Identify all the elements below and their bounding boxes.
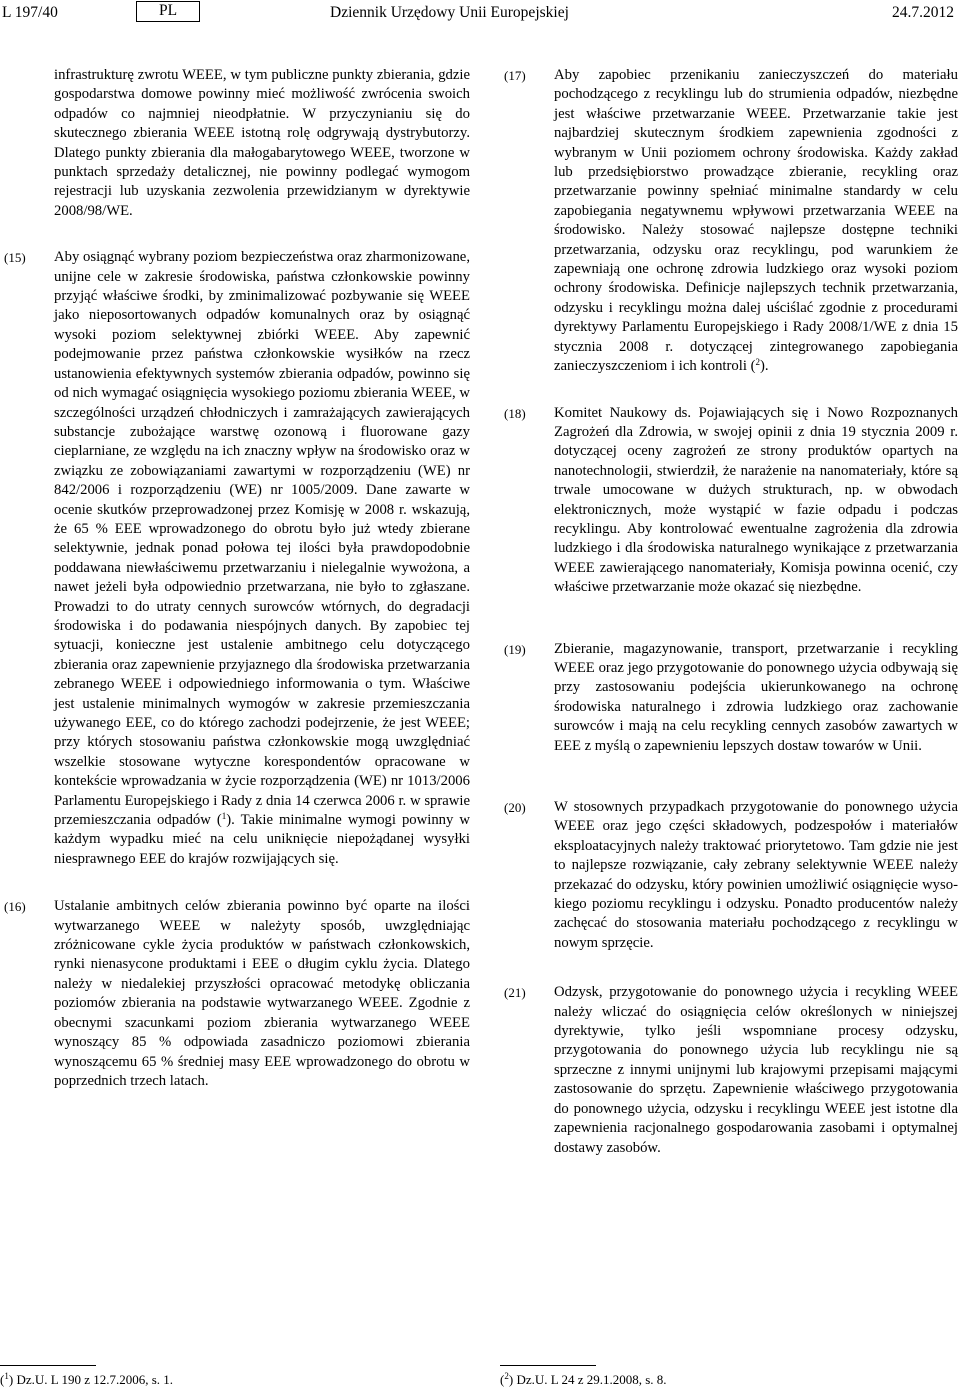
footnote-mark: 2 bbox=[504, 1371, 509, 1381]
footnote-ref: 2 bbox=[755, 357, 760, 368]
recital-19 bbox=[500, 640, 958, 756]
recital-text: Ustalanie ambitnych celów zbierania powinno być oparte na ilości wytwarzanego WEEE w należyty sposób, uwzględniając zróżnicowane cykle życia produktów w państwach członkowskich, rynki nienasycone produktami i EEE o długim cyklu życia. Dlatego należy w niedalekiej przyszłości opracować metodykę obliczania poziomów zbierania na podstawie wytwarzanego WEEE. Zgodnie z obecnymi szacunkami poziom zbierania wytwarzanego WEEE wynoszący 85 % odpowiada zasadniczo poziomowi zbierania wynoszącemu 65 % średniej masy EEE wprowadzonego do obrotu w poprzednich trzech latach. bbox=[54, 898, 470, 1089]
recital-text-part: Aby zapobiec przenikaniu zanieczyszczeń do materiału pochodzącego z recyklingu lub do strumienia odpadów, niezbędne jest właściwe przetwarzanie WEEE. Przetwarzanie takie jest najbardziej skutecznym środkiem zapewnienia zgodności z wybranym w Unii poziomem ochrony środowiska. Każdy zakład lub przedsiębiorstwo prowadzące zbieranie, recykling oraz przetwarzanie powinny spełniać minimalne standardy w celu zapobiegania negatywnemu wpływowi przetwarzania WEEE na środowisko. Należy stosować najlepsze dostępne techniki przetwarzania, odzysku oraz recyklingu, pod warunkiem że zapewniają one ochronę zdrowia ludzkiego oraz wysoki poziom ochrony środowiska. Definicje najlepszych technik przetwarzania, odzysku i recyklingu można dalej uściślać zgodnie z procedurami dyrektywy Parlamentu Europejskiego i Rady 2008/1/WE z dnia 15 stycznia 2008 r. dotyczącej zintegrowanego zapobiegania zanieczyszczeniom i ich kontroli ( bbox=[554, 67, 958, 375]
recital-number: (20) bbox=[504, 800, 526, 815]
recital-text: infrastrukturę zwrotu WEEE, w tym publiczne punkty zbierania, gdzie gospodarstwa domowe powinny mieć możliwość zwrócenia swoich odpadów co najmniej nieodpłatnie. W przyczynianiu się do skutecznego zbierania WEEE istotną rolę odgrywają dystrybutorzy. Dlatego punkty zbierania dla małogabarytowego WEEE, tworzone w punktach sprzedaży detalicznej, nie powinny podlegać wymogom rejestracji lub uzyskania zezwolenia przewidzianym w dyrektywie 2008/98/WE. bbox=[54, 67, 470, 219]
footnote-mark: 1 bbox=[4, 1371, 9, 1381]
language-badge: PL bbox=[136, 1, 200, 22]
recital-text-part: ). bbox=[759, 358, 769, 375]
publication-date: 24.7.2012 bbox=[892, 4, 954, 21]
recital-number: (19) bbox=[504, 641, 526, 657]
recital-text bbox=[54, 248, 470, 869]
recital-text: Zbieranie, magazynowanie, transport, przetwarzanie i recykling WEEE oraz jego przygotowanie do ponownego użycia odbywają się przy zastosowaniu podejścia ukierunkowanego na ochronę środowiska naturalnego i zdrowia ludzkiego oraz zachowanie surowców i mają na celu recykling cennych zasobów zawartych w EEE z myślą o zapewnieniu lepszych dostaw towarów w Unii. bbox=[554, 640, 958, 754]
recital-number: (16) bbox=[4, 899, 26, 915]
recital-number: (18) bbox=[504, 405, 526, 421]
page-reference: L 197/40 bbox=[2, 4, 58, 21]
recital-text bbox=[554, 66, 958, 377]
footnote-separator bbox=[0, 1365, 96, 1366]
recital-15 bbox=[0, 248, 470, 869]
recital-21 bbox=[500, 983, 958, 1158]
recital-18 bbox=[500, 404, 958, 598]
footnote-ref: 1 bbox=[221, 811, 227, 822]
recital-number: (17) bbox=[504, 68, 526, 83]
recital-16 bbox=[0, 897, 470, 1091]
recital-17 bbox=[500, 66, 958, 377]
recital-number: (21) bbox=[504, 985, 526, 1001]
recital-number: (15) bbox=[4, 250, 26, 266]
footnote-1: ($^1$) Dz.U. L 190 z 12.7.2006, s. 1. bbox=[0, 1371, 174, 1387]
page-header bbox=[0, 0, 960, 32]
recital-text-part: Aby osiągnąć wybrany poziom bezpieczeństwa oraz zharmonizowane, unijne cele w zakresie środowiska, państwa członkowskie powinny przyjąć właściwe środki, by zminimalizować pozbywanie się WEEE jako nieposortowanych odpadów komunalnych oraz by osiągnąć wysoki poziom selektywnej zbiórki WEEE. Aby zapewnić podejmowanie przez państwa członkowskie wysiłków na rzecz ustanowienia efektywnych systemów zbierania odpadów, powinno się od nich wymagać osiągnięcia wysokiego poziomu zbierania WEEE, w szczególności urządzeń chłodniczych i zamrażających zawierających substancje zubożające warstwę ozonową i fluorowane gazy cieplarniane, ze względu na ich znaczny wpływ na środowisko oraz w związku ze zobowiązaniami zawartymi w rozporządzeniu (WE) nr 842/2006 i rozporządzeniu (WE) nr 1005/2009. Dane zawarte w ocenie skutków przeprowadzonej przez Komisję w 2008 r. wskazują, że 65 % EEE wprowadzonego do obrotu było już wtedy zbierane selektywnie, jednak ponad połowa tej ilości była prawdopodobnie poddawana niewłaściwemu przetwarzaniu i nielegalnie wywożona, a nawet jeżeli była odpowiednio przetwarzana, nie było to zgłaszane. Prowadzi to do utraty cennych surowców wtórnych, do degradacji środowiska i do podawania niespójnych danych. By zapobiec tej sytuacji, konieczne jest ustalenie ambitnego celu dotyczącego zbierania oraz zapewnienie przyjaznego dla środowiska przetwarzania zebranego WEEE i odpowiedniego informowania o tym. Właściwe jest ustalenie minimalnych wymogów w zakresie przemieszczania używanego EEE, co do którego zachodzi podejrzenie, że jest WEEE; przy których stosowaniu państwa członkowskie mogą uwzględniać wszelkie stosowane wytyczne korespondentów opracowane w kontekście wprowadzania w życie rozporządzenia (WE) nr 1013/2006 Parlamentu Europejskiego i Rady z dnia 14 czerwca 2006 r. w sprawie przemieszczania odpadów ( bbox=[54, 249, 470, 829]
left-column bbox=[0, 66, 470, 1091]
recital-text: W stosownych przypadkach przygotowanie do ponownego użycia WEEE oraz jego części składowych, podzespołów i materiałów eksploatacyjnych należy traktować priorytetowo. Tam gdzie nie jest to najlepsze rozwiązanie, cały zebrany selektywnie WEEE należy przekazać do odzysku, który powinien umożliwić osiągnięcie wysokiego poziomu recyklingu i odzysku. Ponadto producentów należy zachęcać do stosowania materiału pochodzącego z recyklingu w nowym sprzęcie. bbox=[554, 799, 958, 951]
right-column bbox=[500, 66, 958, 1158]
journal-title: Dziennik Urzędowy Unii Europejskiej bbox=[330, 4, 569, 21]
recital-text: Komitet Naukowy ds. Pojawiających się i Nowo Rozpoznanych Zagrożeń dla Zdrowia, w swojej opinii z dnia 19 stycznia 2009 r. dotyczącej oceny zagrożeń ze strony produktów opartych na nanotechnologii, stwierdził, że narażenie na nanomateriały, które są trwale umocowane w dużych strukturach, np. w obwodach elektronicznych, może wystąpić w fazie odpadu i podczas recyklingu. Aby kontrolować ewentualne zagrożenia dla zdrowia ludzkiego i dla środowiska naturalnego wynikające z przetwarzania WEEE zawierającego nanomateriały, Komisja powinna ocenić, czy właściwe przetwarzanie może okazać się niezbędne. bbox=[554, 404, 958, 596]
recital-20 bbox=[500, 798, 958, 953]
recital-text-part: ). Takie minimalne wymogi powinny w każdym wypadku mieć na celu uniknięcie niepożądanej wysyłki niesprawnego EEE do krajów rozwijających się. bbox=[54, 812, 470, 867]
recital-text: Odzysk, przygotowanie do ponownego użycia i recykling WEEE należy wliczać do osiągnięcia celów określonych w niniejszej dyrektywie, tylko jeśli wspomniane procesy odzysku, przygotowania do ponownego użycia lub recyklingu nie są sprzeczne z innymi unijnymi lub krajowymi przepisami mającymi zastosowanie do sprzętu. Zapewnienie właściwego przygotowania do ponownego użycia, odzysku i recyklingu WEEE jest istotne dla zapewnienia racjonalnego gospodarowania zasobami i optymalnej dostawy zasobów. bbox=[554, 984, 958, 1156]
footnote-text: Dz.U. L 24 z 29.1.2008, s. 8. bbox=[516, 1372, 667, 1387]
footnote-text: Dz.U. L 190 z 12.7.2006, s. 1. bbox=[16, 1372, 174, 1387]
recital-14-continuation bbox=[0, 66, 470, 221]
footnote-2: ($^2$) Dz.U. L 24 z 29.1.2008, s. 8. bbox=[500, 1371, 667, 1387]
footnote-separator bbox=[500, 1365, 596, 1366]
